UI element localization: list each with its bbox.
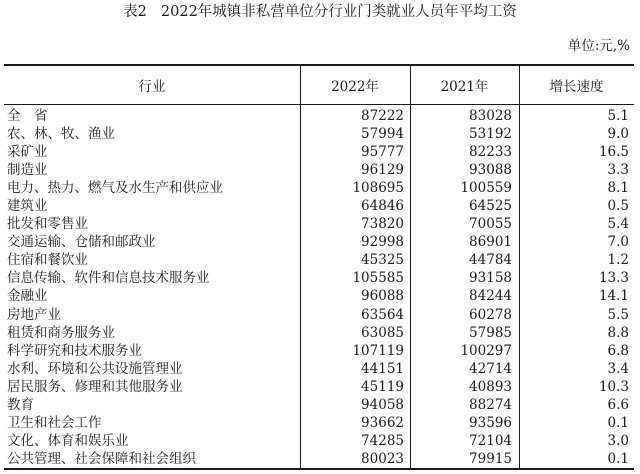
industry-name: 批发和零售业: [7, 216, 88, 233]
wage-2022: 105585: [352, 270, 404, 287]
table-row: [0, 342, 640, 360]
industry-name: 租赁和商务服务业: [7, 324, 115, 341]
industry-name: 公共管理、社会保障和社会组织: [7, 450, 196, 467]
table-row: [0, 269, 640, 287]
table-bottom-rule: [4, 468, 634, 470]
industry-name: 金融业: [7, 288, 48, 305]
wage-2021: 86901: [469, 234, 512, 251]
growth-rate: 8.1: [607, 180, 629, 197]
table-row: [0, 143, 640, 161]
wage-2021: 93596: [469, 414, 512, 431]
wage-2021: 53192: [469, 126, 512, 143]
table-row: [0, 233, 640, 251]
industry-name: 教育: [7, 396, 34, 413]
industry-name: 信息传输、软件和信息技术服务业: [7, 270, 210, 287]
wage-2022: 108695: [352, 180, 404, 197]
industry-name: 交通运输、仓储和邮政业: [7, 234, 156, 251]
table-row: [0, 125, 640, 143]
wage-2022: 45119: [361, 378, 404, 395]
table-body: [0, 107, 640, 468]
wage-2022: 73820: [361, 216, 404, 233]
wage-2022: 63564: [361, 306, 404, 323]
header-2022: 2022年: [331, 79, 379, 95]
growth-rate: 5.4: [607, 216, 629, 233]
growth-rate: 3.0: [607, 432, 629, 449]
growth-rate: 1.2: [607, 252, 629, 269]
header-industry: 行业: [138, 79, 166, 95]
wage-2021: 88274: [469, 396, 512, 413]
growth-rate: 10.3: [598, 378, 629, 395]
industry-name: 制造业: [7, 162, 48, 179]
industry-name: 采矿业: [7, 144, 48, 161]
table-row: [0, 432, 640, 450]
growth-rate: 14.1: [598, 288, 629, 305]
industry-name: 卫生和社会工作: [7, 414, 102, 431]
wage-2021: 60278: [469, 306, 512, 323]
industry-name: 住宿和餐饮业: [7, 252, 88, 269]
wage-2021: 64525: [469, 198, 512, 215]
table-row: [0, 378, 640, 396]
wage-2022: 107119: [352, 342, 404, 359]
header-2021: 2021年: [440, 79, 489, 95]
table-number: 表2: [123, 4, 147, 20]
growth-rate: 5.5: [607, 306, 629, 323]
wage-2021: 42714: [469, 360, 512, 377]
wage-2022: 63085: [361, 324, 404, 341]
wage-2022: 92998: [361, 234, 404, 251]
growth-rate: 3.4: [607, 360, 629, 377]
industry-name: 居民服务、修理和其他服务业: [7, 378, 183, 395]
table-row: [0, 287, 640, 305]
industry-name: 科学研究和技术服务业: [7, 342, 142, 359]
table-row: [0, 179, 640, 197]
wage-2021: 83028: [469, 108, 512, 124]
industry-name: 水利、环境和公共设施管理业: [7, 360, 183, 377]
wage-2022: 87222: [361, 108, 404, 124]
growth-rate: 8.8: [607, 324, 629, 341]
table-header-rule: [4, 104, 634, 105]
unit-label: 单位:元,%: [567, 38, 630, 54]
wage-2021: 70055: [469, 216, 512, 233]
wage-2021: 84244: [469, 288, 512, 305]
wage-2022: 64846: [361, 198, 404, 215]
wage-2022: 74285: [361, 432, 404, 449]
table-row: [0, 396, 640, 414]
wage-2022: 95777: [361, 144, 404, 161]
industry-name: 文化、体育和娱乐业: [7, 432, 129, 449]
industry-name: 房地产业: [7, 306, 61, 323]
industry-name: 建筑业: [7, 198, 48, 215]
industry-name: 全 省: [7, 108, 48, 124]
wage-2021: 57985: [469, 324, 512, 341]
wage-2022: 96129: [361, 162, 404, 179]
wage-2021: 100559: [460, 180, 512, 197]
wage-2021: 93088: [469, 162, 512, 179]
table-row: [0, 324, 640, 342]
table-row: [0, 450, 640, 468]
table-row: [0, 360, 640, 378]
wage-2021: 82233: [469, 144, 512, 161]
wage-2021: 93158: [469, 270, 512, 287]
wage-2022: 80023: [361, 450, 404, 467]
wage-2022: 57994: [361, 126, 404, 143]
table-title: [0, 2, 640, 22]
growth-rate: 9.0: [607, 126, 629, 143]
table-row: [0, 306, 640, 324]
wage-2021: 40893: [469, 378, 512, 395]
growth-rate: 0.1: [607, 450, 629, 467]
industry-name: 电力、热力、燃气及水生产和供应业: [7, 180, 223, 197]
wage-2021: 72104: [469, 432, 512, 449]
growth-rate: 7.0: [607, 234, 629, 251]
industry-name: 农、林、牧、渔业: [7, 126, 115, 143]
growth-rate: 5.1: [607, 108, 629, 124]
wage-2022: 93662: [361, 414, 404, 431]
wage-2022: 94058: [361, 396, 404, 413]
wage-2022: 45325: [361, 252, 404, 269]
growth-rate: 13.3: [598, 270, 629, 287]
wage-2021: 100297: [460, 342, 512, 359]
growth-rate: 16.5: [598, 144, 629, 161]
header-growth: 增长速度: [549, 79, 604, 95]
table-row: [0, 251, 640, 269]
growth-rate: 6.6: [607, 396, 629, 413]
table-row: [0, 215, 640, 233]
table-title-text: 2022年城镇非私营单位分行业门类就业人员年平均工资: [160, 4, 517, 20]
table-row: [0, 197, 640, 215]
wage-2021: 79915: [469, 450, 512, 467]
wage-2022: 44151: [361, 360, 404, 377]
table-row: [0, 414, 640, 432]
growth-rate: 6.8: [607, 342, 629, 359]
table-row: [0, 107, 640, 125]
growth-rate: 0.5: [607, 198, 629, 215]
wage-2022: 96088: [361, 288, 404, 305]
table-row: [0, 161, 640, 179]
growth-rate: 3.3: [607, 162, 629, 179]
wage-2021: 44784: [469, 252, 512, 269]
growth-rate: 0.1: [607, 414, 629, 431]
